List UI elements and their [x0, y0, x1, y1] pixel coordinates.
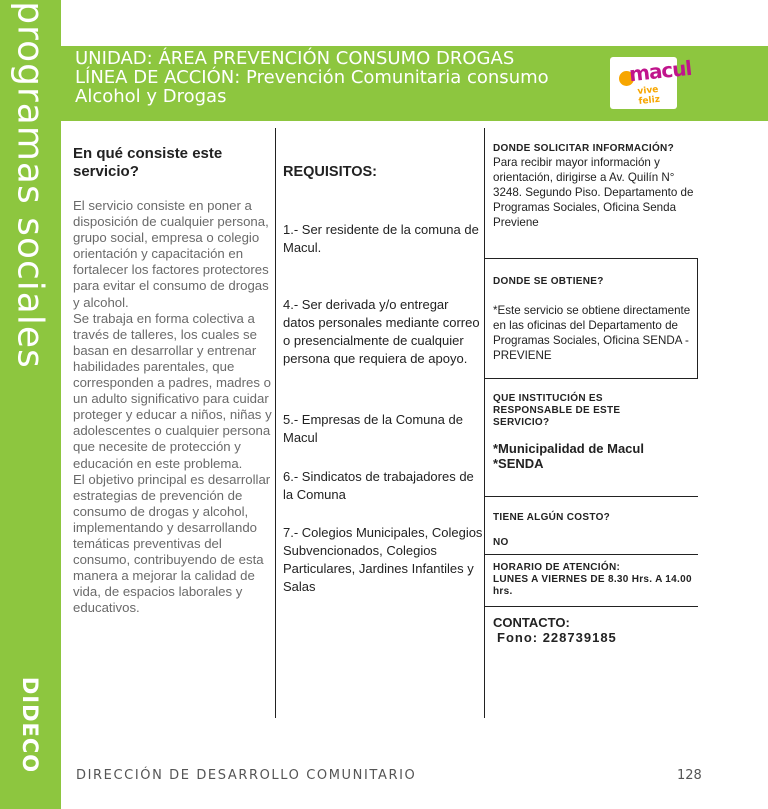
requirement-item: 1.- Ser residente de la comuna de Macul.: [283, 222, 479, 255]
institution-section: [493, 393, 708, 471]
section-divider: [484, 496, 698, 497]
info-request-section: [493, 143, 708, 230]
description-paragraph: Se trabaja en forma colectiva a través de talleres, los cuales se basan en desarrollar y entrenar habilidades parentales, que corresponden a padres, madres o un adulto significativo para cuidar proteger y educar a niños, niñas y adolescentes o cualquier persona que necesite de protección y educación en este problema.: [73, 310, 272, 471]
header-band: [61, 46, 768, 121]
cost-value: NO: [493, 537, 509, 548]
column-divider-2: [484, 128, 485, 718]
institution-heading: QUE INSTITUCIÓN ES RESPONSABLE DE ESTE SERVICIO?: [493, 393, 621, 428]
service-description: [73, 198, 273, 616]
contact-section: [493, 615, 708, 645]
service-question-line2: servicio?: [73, 163, 139, 180]
sidebar-footer: DIDECO: [18, 676, 42, 774]
header-line-action: LÍNEA DE ACCIÓN: Prevención Comunitaria consumo: [75, 67, 549, 88]
service-question-line1: En qué consiste este: [73, 145, 223, 162]
requirement-item: 5.- Empresas de la Comuna de Macul: [283, 412, 463, 445]
sidebar-band: [0, 0, 61, 809]
schedule-section: [493, 562, 708, 598]
section-divider: [484, 258, 698, 259]
header-title: [75, 49, 549, 106]
service-question-title: [73, 145, 222, 181]
header-line-action-cont: Alcohol y Drogas: [75, 86, 227, 107]
section-divider: [484, 606, 698, 607]
obtain-heading: DONDE SE OBTIENE?: [493, 276, 604, 287]
info-request-heading: DONDE SOLICITAR INFORMACIÓN?: [493, 143, 674, 154]
obtain-section: [493, 276, 708, 363]
section-divider: [484, 554, 698, 555]
cost-heading: TIENE ALGÚN COSTO?: [493, 512, 611, 523]
requirement-item: 6.- Sindicatos de trabajadores de la Comuna: [283, 469, 474, 502]
contact-heading: CONTACTO:: [493, 615, 570, 630]
description-paragraph: El servicio consiste en poner a disposición de cualquier persona, grupo social, empresa o colegio orientación y capacitación en fortalecer los factores protectores para evitar el consumo de drogas y alcohol.: [73, 198, 269, 310]
institution-municipality: *Municipalidad de Macul: [493, 441, 644, 456]
schedule-text: LUNES A VIERNES DE 8.30 Hrs. A 14.00 hrs.: [493, 574, 692, 597]
contact-phone: Fono: 228739185: [497, 630, 617, 645]
institution-senda: *SENDA: [493, 456, 544, 471]
requirements-title: REQUISITOS:: [283, 164, 377, 180]
footer-department: DIRECCIÓN DE DESARROLLO COMUNITARIO: [76, 768, 417, 783]
schedule-heading: HORARIO DE ATENCIÓN:: [493, 562, 621, 573]
cost-section: [493, 512, 708, 549]
header-line-unit: UNIDAD: ÁREA PREVENCIÓN CONSUMO DROGAS: [75, 48, 515, 69]
info-request-text: Para recibir mayor información y orientación, dirigirse a Av. Quilín N° 3248. Segundo Piso. Departamento de Programas Sociales, Oficina Senda Previene: [493, 156, 694, 229]
requirement-item: 7.- Colegios Municipales, Colegios Subvencionados, Colegios Particulares, Jardines Infantiles y Salas: [283, 525, 483, 594]
description-paragraph: El objetivo principal es desarrollar estrategias de prevención de consumo de drogas y alcohol, implementando y desarrollando temáticas preventivas del consumo, contribuyendo de esta manera a mejorar la calidad de vida, de espacios laborales y educativos.: [73, 471, 271, 616]
logo-main-text: macul: [627, 55, 693, 87]
macul-logo: [610, 55, 693, 109]
column-divider-1: [275, 128, 276, 718]
obtain-text: *Este servicio se obtiene directamente en las oficinas del Departamento de Programas Sociales, Oficina SENDA - PREVIENE: [493, 304, 691, 362]
sidebar-title: programas sociales: [9, 1, 51, 369]
requirement-item: 4.- Ser derivada y/o entregar datos personales mediante correo o presencialmente de cualquier persona que requiera de apoyo.: [283, 297, 480, 366]
logo-sub-text: vive feliz: [637, 84, 661, 107]
page-number: 128: [677, 768, 702, 783]
section-divider: [484, 378, 698, 379]
